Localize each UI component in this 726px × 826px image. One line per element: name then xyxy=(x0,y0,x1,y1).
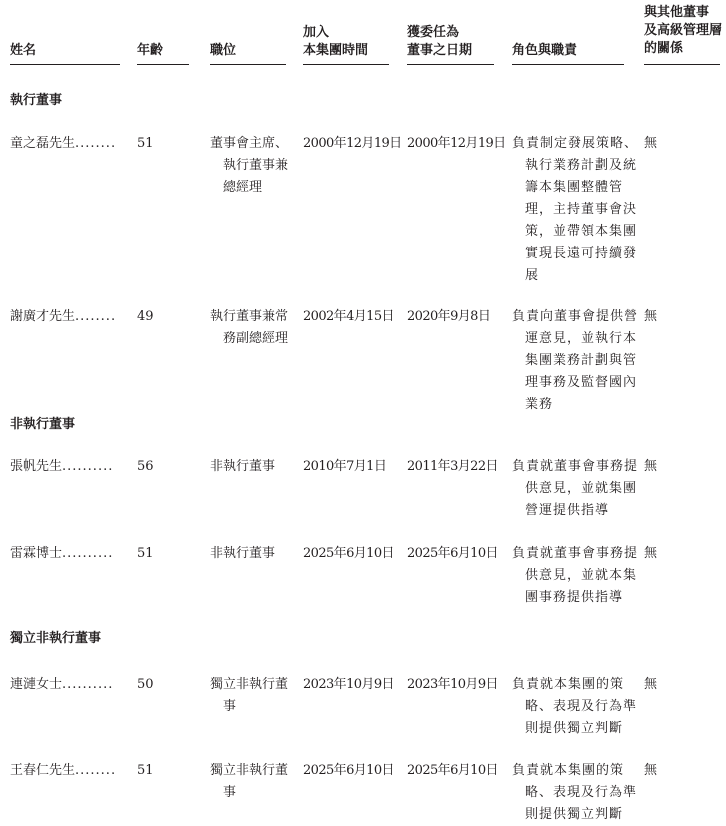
header-appointed: 獲委任為 董事之日期 xyxy=(407,25,473,58)
director-name-cell xyxy=(10,760,132,782)
director-name-cell xyxy=(10,133,132,155)
director-relationship: 無 xyxy=(644,459,658,474)
director-joined-date: 2025年6月10日 xyxy=(303,763,394,778)
director-role: 負責就董事會事務提供意見，並就本集團事務提供指導 xyxy=(512,546,639,605)
director-role: 負責向董事會提供營運意見，並執行本集團業務計劃與管理事務及監督國內業務 xyxy=(512,309,639,412)
leader-dots: ........ xyxy=(75,763,117,778)
header-joined: 加入 本集團時間 xyxy=(303,25,369,58)
header-rule-position xyxy=(210,64,286,65)
director-name: 雷霖博士 xyxy=(10,546,63,561)
director-position: 董事會主席、執行董事兼總經理 xyxy=(210,136,289,195)
director-relationship: 無 xyxy=(644,309,658,324)
director-appointed-date: 2011年3月22日 xyxy=(407,459,498,474)
header-age: 年齡 xyxy=(137,43,164,58)
director-joined-date: 2025年6月10日 xyxy=(303,546,394,561)
leader-dots: .......... xyxy=(62,677,114,692)
director-age: 56 xyxy=(137,459,154,474)
director-relationship: 無 xyxy=(644,763,658,778)
leader-dots: .......... xyxy=(62,459,114,474)
leader-dots: ........ xyxy=(75,136,117,151)
header-rule-relationship xyxy=(644,64,720,65)
director-age: 51 xyxy=(137,763,154,778)
header-rule-appointed xyxy=(407,64,494,65)
director-name: 童之磊先生 xyxy=(10,136,76,151)
director-age: 49 xyxy=(137,309,154,324)
section-title-executive: 執行董事 xyxy=(10,93,63,108)
director-role: 負責制定發展策略、執行業務計劃及統籌本集團整體管理，主持董事會決策，並帶領本集團實現長遠可持續發展 xyxy=(512,136,639,283)
header-position: 職位 xyxy=(210,43,237,58)
director-appointed-date: 2023年10月9日 xyxy=(407,677,498,692)
director-role: 負責就本集團的策略、表現及行為準則提供獨立判斷 xyxy=(512,763,638,822)
director-name: 謝廣才先生 xyxy=(10,309,76,324)
director-name-cell xyxy=(10,456,132,478)
director-joined-date: 2002年4月15日 xyxy=(303,309,394,324)
director-joined-date: 2000年12月19日 xyxy=(303,136,402,151)
director-name: 張帆先生 xyxy=(10,459,63,474)
director-position: 非執行董事 xyxy=(210,459,276,474)
director-joined-date: 2023年10月9日 xyxy=(303,677,394,692)
director-appointed-date: 2025年6月10日 xyxy=(407,546,498,561)
director-appointed-date: 2020年9月8日 xyxy=(407,309,491,324)
director-appointed-date: 2025年6月10日 xyxy=(407,763,498,778)
director-relationship: 無 xyxy=(644,546,658,561)
section-title-independent: 獨立非執行董事 xyxy=(10,631,102,646)
header-relationship: 與其他董事 及高級管理層 的關係 xyxy=(644,5,723,56)
header-role: 角色與職責 xyxy=(512,43,578,58)
header-name: 姓名 xyxy=(10,43,37,58)
director-name-cell xyxy=(10,306,132,328)
director-age: 51 xyxy=(137,546,154,561)
director-age: 50 xyxy=(137,677,154,692)
director-name: 連漣女士 xyxy=(10,677,63,692)
leader-dots: ........ xyxy=(75,309,117,324)
director-age: 51 xyxy=(137,136,154,151)
director-position: 獨立非執行董事 xyxy=(210,677,289,714)
header-rule-role xyxy=(512,64,624,65)
director-name-cell xyxy=(10,543,132,565)
header-rule-age xyxy=(137,64,189,65)
section-title-non-executive: 非執行董事 xyxy=(10,417,76,432)
director-relationship: 無 xyxy=(644,677,658,692)
director-position: 獨立非執行董事 xyxy=(210,763,289,800)
leader-dots: .......... xyxy=(62,546,114,561)
director-name-cell xyxy=(10,674,132,696)
director-position: 執行董事兼常務副總經理 xyxy=(210,309,289,346)
director-relationship: 無 xyxy=(644,136,658,151)
header-rule-name xyxy=(10,64,120,65)
director-appointed-date: 2000年12月19日 xyxy=(407,136,506,151)
director-role: 負責就董事會事務提供意見，並就集團營運提供指導 xyxy=(512,459,639,518)
director-joined-date: 2010年7月1日 xyxy=(303,459,387,474)
header-rule-joined xyxy=(303,64,389,65)
director-position: 非執行董事 xyxy=(210,546,276,561)
director-role: 負責就本集團的策略、表現及行為準則提供獨立判斷 xyxy=(512,677,638,736)
director-name: 王春仁先生 xyxy=(10,763,76,778)
